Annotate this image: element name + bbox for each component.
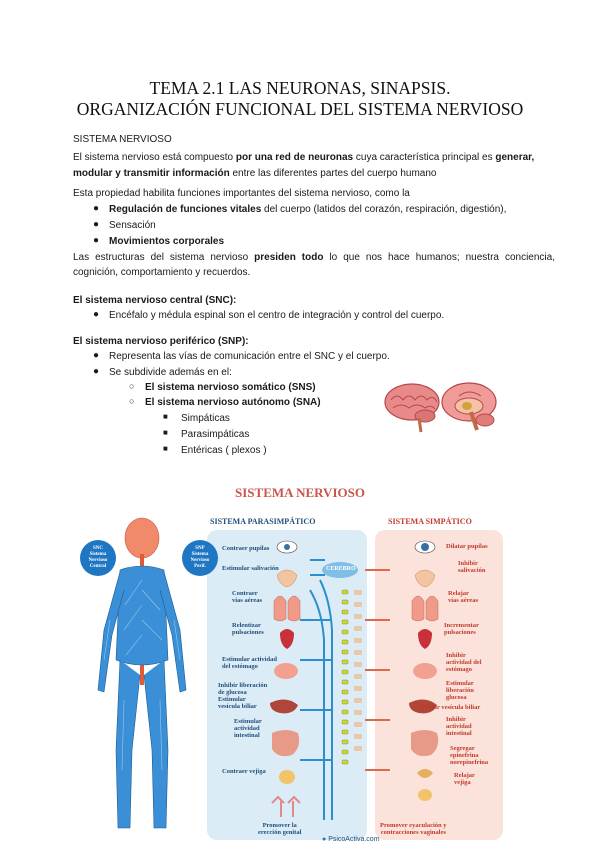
snp-subsub-entericas: Entéricas ( plexos ) xyxy=(181,445,267,456)
para-label-estimular-salivacion: Estimular salivación xyxy=(222,565,279,572)
bullet-dot: ● xyxy=(93,309,100,320)
para-label-ereccion: Promover la erección genital xyxy=(258,822,302,836)
parasympathetic-organ-icons xyxy=(262,533,312,823)
brain-illustration xyxy=(383,378,499,438)
snc-bullet: Encéfalo y médula espinal son el centro de integración y control del cuerpo. xyxy=(109,310,445,321)
para-label-intestinal: Estimular actividad intestinal xyxy=(234,718,262,739)
simp-label-eyaculacion: Promover eyaculación y contracciones vaginales xyxy=(380,822,447,836)
square-bullet: ■ xyxy=(163,428,168,437)
simp-label-glucosa: Estimular liberación glucosa xyxy=(446,680,474,701)
snp-sub-somatico: El sistema nervioso somático (SNS) xyxy=(145,382,316,393)
simp-label-epinefrina: Segregar epinefrina norepinefrina xyxy=(450,745,489,766)
sympathetic-title: SISTEMA SIMPÁTICO xyxy=(388,517,472,526)
snp-heading: El sistema nervioso periférico (SNP): xyxy=(73,336,249,347)
para-label-contraer-pupilas: Contraer pupilas xyxy=(222,545,270,552)
list-item-sensacion: Sensación xyxy=(109,220,156,231)
parasympathetic-title: SISTEMA PARASIMPÁTICO xyxy=(210,517,316,526)
paragraph-2: Esta propiedad habilita funciones importantes del sistema nervioso, como la xyxy=(73,188,410,199)
simp-label-estomago: Inhibir actividad del estómago xyxy=(446,652,482,673)
snp-bullet-2: Se subdivide además en el: xyxy=(109,367,232,378)
circle-bullet: ○ xyxy=(129,396,135,406)
simp-label-vias: Relajar vías aéreas xyxy=(448,590,479,604)
snp-badge: SNP Sistema Nervioso Perif. xyxy=(182,540,218,576)
square-bullet: ■ xyxy=(163,412,168,421)
snp-bullet-1: Representa las vías de comunicación entre el SNC y el cuerpo. xyxy=(109,351,390,362)
bullet-dot: ● xyxy=(93,235,100,246)
simp-label-intestinal: Inhibir actividad intestinal xyxy=(446,716,472,737)
para-label-estomago: Estimular actividad del estómago xyxy=(222,656,277,670)
bullet-dot: ● xyxy=(93,350,100,361)
paragraph-1-line-2: modular y transmitir información entre las diferentes partes del cuerpo humano xyxy=(73,168,437,179)
para-label-vejiga: Contraer vejiga xyxy=(222,768,266,775)
list-item-vital-functions: Regulación de funciones vitales del cuerpo (latidos del corazón, respiración, digestión), xyxy=(109,204,507,215)
snp-subsub-parasimpaticas: Parasimpáticas xyxy=(181,429,250,440)
para-label-contraer-vias: Contraer vías aéreas xyxy=(232,590,263,604)
paragraph-1-line-1: El sistema nervioso está compuesto por una red de neuronas cuya característica principal es generar, xyxy=(73,152,535,163)
snc-heading: El sistema nervioso central (SNC): xyxy=(73,295,237,306)
snc-badge: SNC Sistema Nervioso Central xyxy=(80,540,116,576)
title-line-2: ORGANIZACIÓN FUNCIONAL DEL SISTEMA NERVIOSO xyxy=(76,99,524,119)
circle-bullet: ○ xyxy=(129,381,135,391)
cerebro-label: CEREBRO xyxy=(326,566,356,572)
brain-side-icon xyxy=(385,384,439,432)
square-bullet: ■ xyxy=(163,444,168,453)
simp-label-vejiga: Relajar vejiga xyxy=(454,772,475,786)
person-icon: ● xyxy=(322,836,327,843)
psicoactiva-watermark: ● PsicoActiva.com xyxy=(322,836,380,843)
simp-label-vesicula: Inhibir vesícula biliar xyxy=(420,704,481,711)
para-label-relentizar: Relentizar pulsaciones xyxy=(232,622,264,636)
bullet-dot: ● xyxy=(93,203,100,214)
simp-label-dilatar: Dilatar pupilas xyxy=(446,543,488,550)
snp-sub-autonomo: El sistema nervioso autónomo (SNA) xyxy=(145,397,321,408)
title-line-1: TEMA 2.1 LAS NEURONAS, SINAPSIS. xyxy=(149,78,451,98)
simp-label-salivacion: Inhibir salivación xyxy=(458,560,486,574)
sympathetic-organ-icons xyxy=(405,533,445,823)
bullet-dot: ● xyxy=(93,366,100,377)
list-item-movimientos: Movimientos corporales xyxy=(109,236,225,247)
bullet-dot: ● xyxy=(93,219,100,230)
paragraph-3-line-1: Las estructuras del sistema nervioso presiden todo lo que nos hace humanos; nuestra conciencia, xyxy=(73,252,555,263)
simp-label-pulsaciones: Incrementar pulsaciones xyxy=(444,622,479,636)
brain-section-icon xyxy=(442,383,496,430)
diagram-title: SISTEMA NERVIOSO xyxy=(235,485,365,500)
snp-subsub-simpaticas: Simpáticas xyxy=(181,413,230,424)
paragraph-3-line-2: cognición, comportamiento y recuerdos. xyxy=(73,267,251,278)
section-heading-sistema-nervioso: SISTEMA NERVIOSO xyxy=(73,134,172,145)
para-label-glucosa: Inhibir liberación de glucosa Estimular vesícula biliar xyxy=(218,682,268,710)
